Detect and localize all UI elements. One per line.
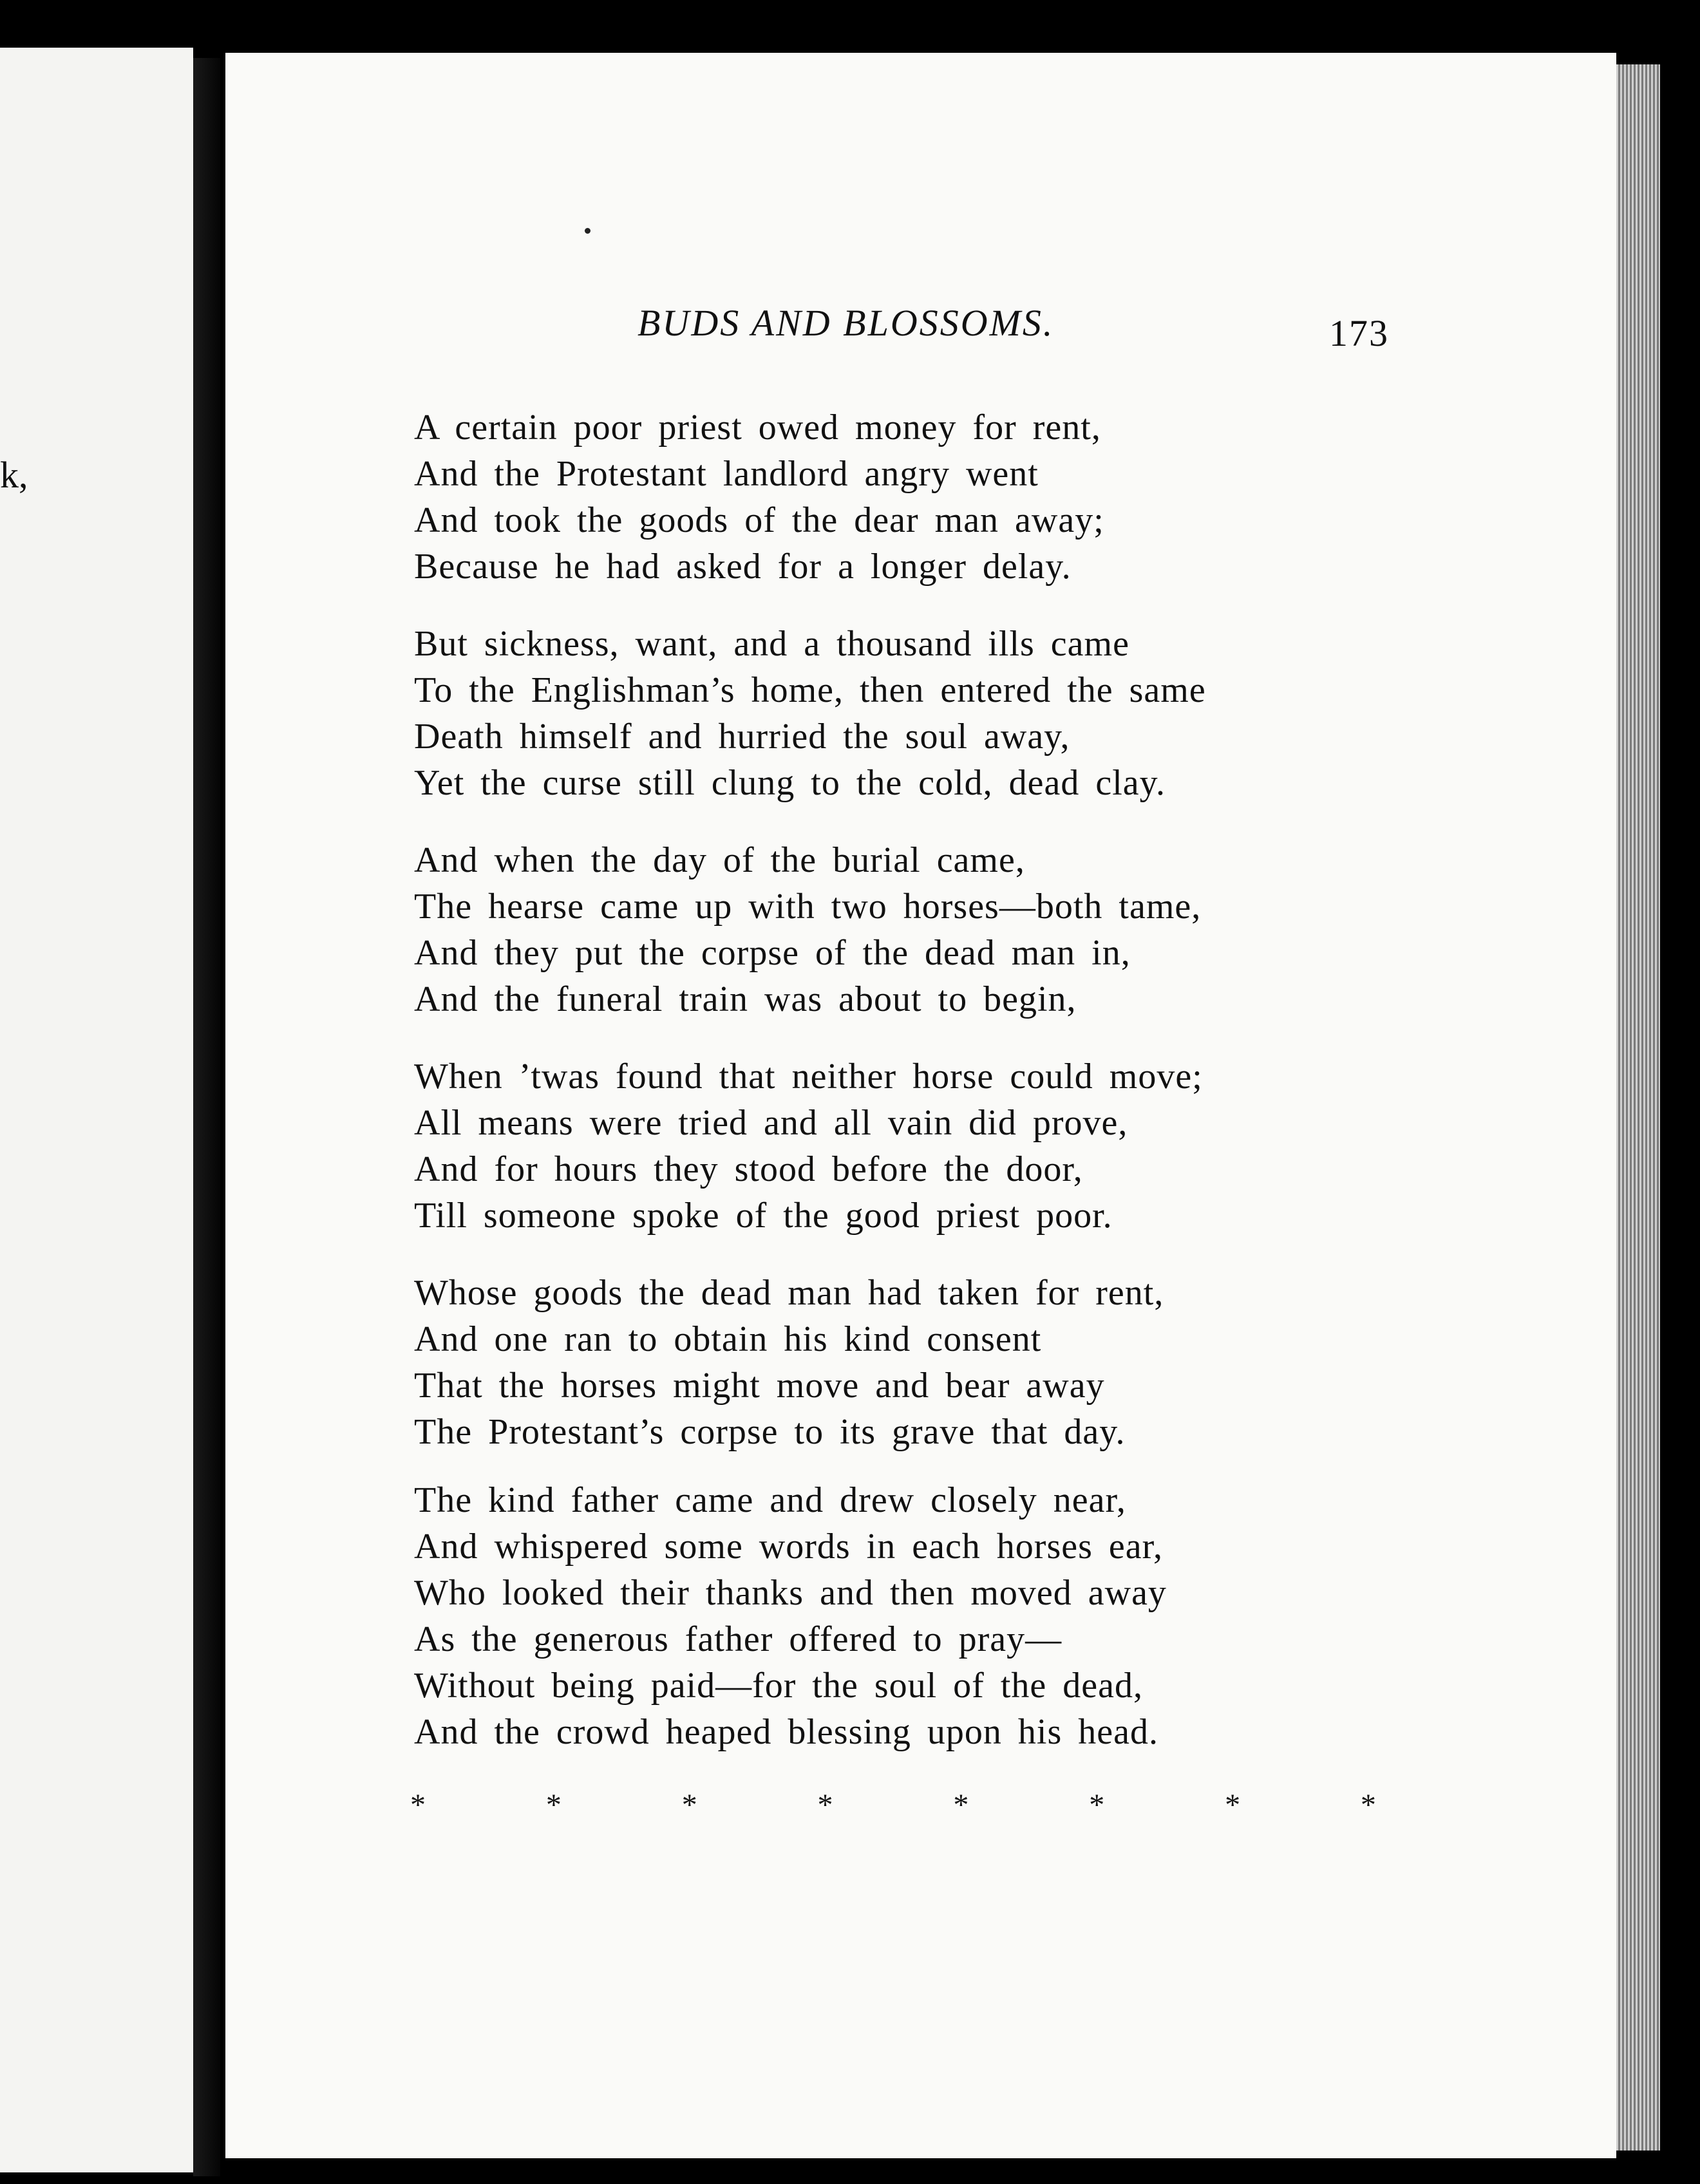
- running-head: BUDS AND BLOSSOMS.: [638, 302, 1055, 344]
- poem-line: And the crowd heaped blessing upon his head.: [414, 1712, 1158, 1752]
- asterisk: *: [1360, 1788, 1376, 1822]
- asterisk: *: [1089, 1788, 1105, 1822]
- poem-line: And the Protestant landlord angry went: [414, 454, 1039, 494]
- poem-line: The hearse came up with two horses—both tame,: [414, 887, 1202, 927]
- asterisk: *: [545, 1788, 562, 1822]
- asterisk: *: [1225, 1788, 1241, 1822]
- stanza: [414, 1270, 1380, 1455]
- poem-line: Till someone spoke of the good priest poor.: [414, 1196, 1113, 1236]
- poem-line: A certain poor priest owed money for rent,: [414, 408, 1101, 447]
- poem-line: But sickness, want, and a thousand ills came: [414, 624, 1129, 664]
- poem-line: As the generous father offered to pray—: [414, 1619, 1062, 1659]
- poem-line: The Protestant’s corpse to its grave that day.: [414, 1412, 1126, 1452]
- poem-line: Who looked their thanks and then moved away: [414, 1573, 1167, 1613]
- asterisk: *: [410, 1788, 426, 1822]
- poem-line: Without being paid—for the soul of the dead,: [414, 1666, 1143, 1706]
- page-stack-edges: [1616, 64, 1660, 2151]
- stanza: [414, 1477, 1380, 1755]
- stanza: [414, 404, 1380, 590]
- poem-line: And for hours they stood before the door,: [414, 1149, 1083, 1189]
- poem-line: And took the goods of the dear man away;: [414, 500, 1104, 540]
- poem-line: Yet the curse still clung to the cold, dead clay.: [414, 763, 1166, 803]
- poem-line: And they put the corpse of the dead man in,: [414, 933, 1131, 973]
- page-number: 173: [1329, 312, 1389, 354]
- asterisk: *: [953, 1788, 969, 1822]
- poem-line: Because he had asked for a longer delay.: [414, 547, 1072, 587]
- poem-line: The kind father came and drew closely near,: [414, 1480, 1126, 1520]
- poem-line: To the Englishman’s home, then entered the same: [414, 670, 1206, 710]
- poem-line: Death himself and hurried the soul away,: [414, 717, 1070, 757]
- section-separator: [410, 1787, 1376, 1823]
- background-edge: [1660, 77, 1700, 2184]
- poem-line: And whispered some words in each horses ear,: [414, 1527, 1164, 1567]
- asterisk: *: [817, 1788, 833, 1822]
- poem-line: And one ran to obtain his kind consent: [414, 1319, 1042, 1359]
- stanza: [414, 621, 1380, 806]
- poem-line: And when the day of the burial came,: [414, 840, 1025, 880]
- book-gutter: [193, 58, 220, 2176]
- stanza: [414, 1053, 1380, 1239]
- print-speck: [585, 228, 590, 234]
- asterisk: *: [681, 1788, 697, 1822]
- poem-line: All means were tried and all vain did prove,: [414, 1103, 1128, 1143]
- stanza: [414, 837, 1380, 1022]
- poem-line: And the funeral train was about to begin,: [414, 979, 1077, 1019]
- previous-page-text-fragment: k,: [0, 454, 28, 496]
- poem-line: That the horses might move and bear away: [414, 1366, 1105, 1406]
- poem-line: Whose goods the dead man had taken for rent,: [414, 1273, 1164, 1313]
- poem-line: When ’twas found that neither horse could move;: [414, 1057, 1203, 1097]
- poem: [414, 404, 1380, 1786]
- previous-page-edge: [0, 48, 193, 2172]
